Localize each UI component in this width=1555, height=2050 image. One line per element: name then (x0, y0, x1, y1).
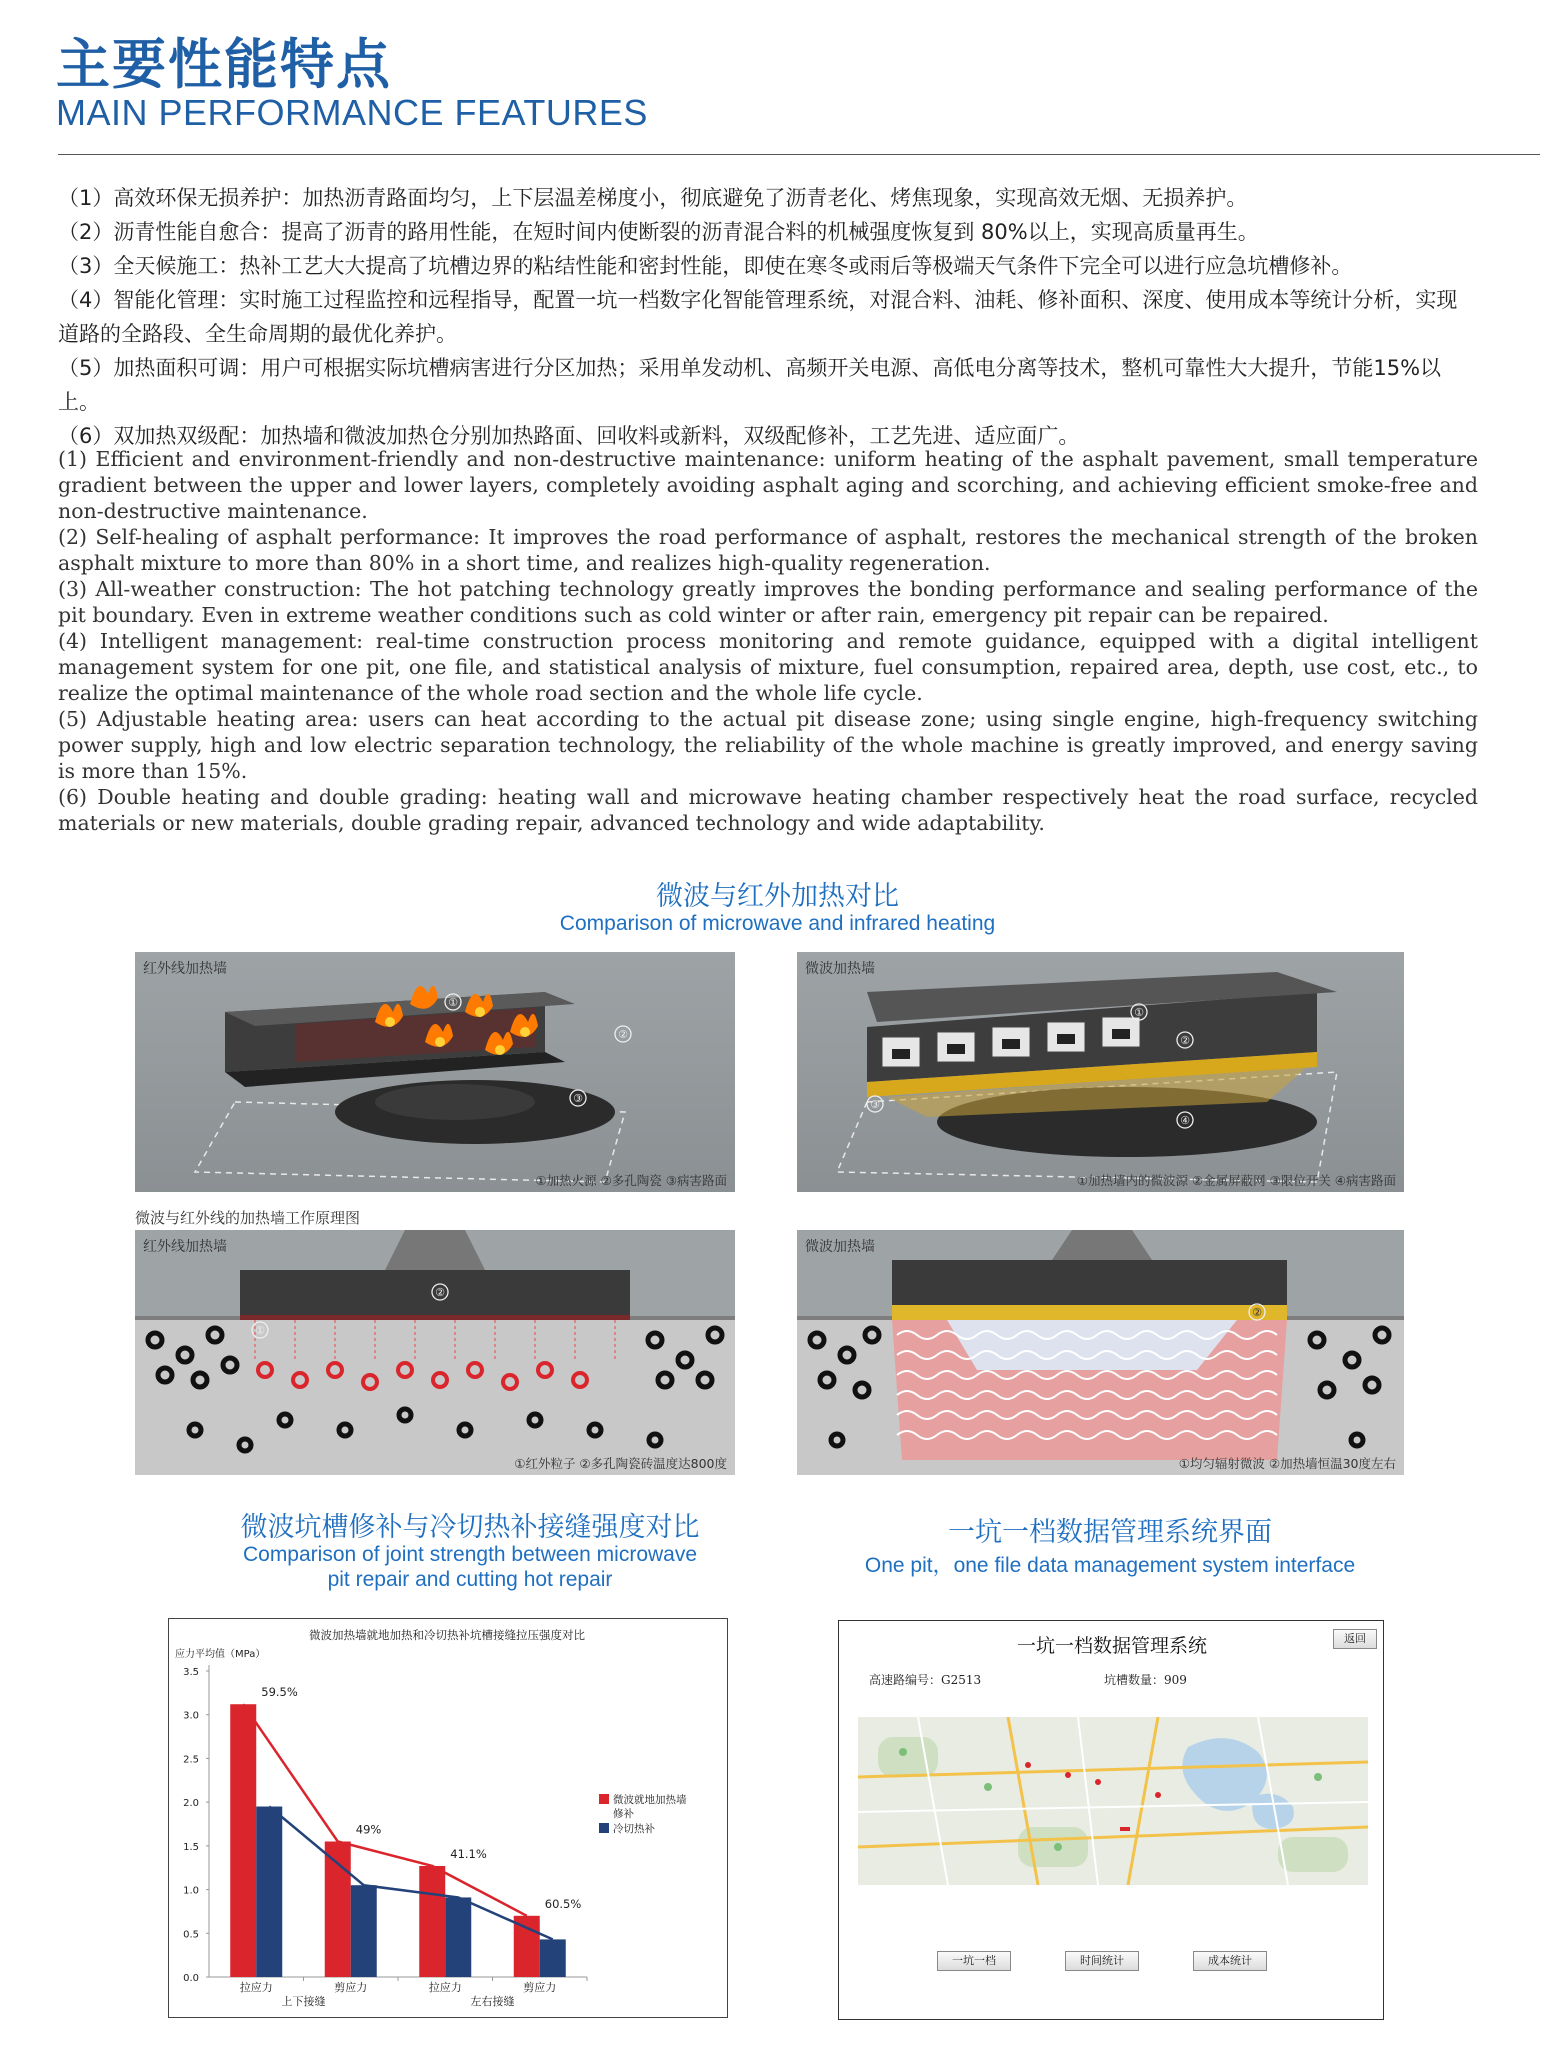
panel-label: 红外线加热墙 (143, 1239, 227, 1255)
feature-cn-6: （6）双加热双级配：加热墙和微波加热仓分别加热路面、回收料或新料，双级配修补，工艺先进、适应面广。 (58, 424, 1080, 448)
ir-heating-wall-3d-panel (135, 952, 735, 1192)
ir-cross-section-illustration (135, 1230, 735, 1475)
principle-label: 微波与红外线的加热墙工作原理图 (135, 1209, 361, 1227)
group-label: 上下接缝 (281, 1995, 326, 2008)
feature-cn-3: （3）全天候施工：热补工艺大大提高了坑槽边界的粘结性能和密封性能，即使在寒冬或雨后等极端天气条件下完全可以进行应急坑槽修补。 (58, 254, 1353, 278)
ir-wall-illustration (135, 952, 735, 1192)
comparison-title-cn: 微波与红外加热对比 (656, 881, 899, 912)
bar-cold-cut (351, 1885, 377, 1977)
marker-2: ② (1180, 1034, 1190, 1047)
strength-title-en-2: pit repair and cutting hot repair (327, 1568, 613, 1591)
y-tick-label: 0.5 (183, 1929, 199, 1941)
strength-title-cn: 微波坑槽修补与冷切热补接缝强度对比 (240, 1512, 700, 1543)
panel-caption: ①红外粒子 ②多孔陶瓷砖温度达800度 (514, 1456, 727, 1471)
y-tick-label: 3.0 (183, 1710, 199, 1722)
panel-label: 微波加热墙 (805, 961, 875, 977)
percent-annotation: 59.5% (261, 1685, 298, 1700)
bar-microwave (325, 1841, 351, 1977)
y-tick-label: 0.0 (183, 1973, 199, 1984)
ir-heating-cross-section-panel (135, 1230, 735, 1475)
chart-title: 微波加热墙就地加热和冷切热补坑槽接缝拉压强度对比 (309, 1628, 585, 1642)
system-window-title: 一坑一档数据管理系统 (1016, 1635, 1207, 1657)
x-tick-label: 剪应力 (523, 1981, 557, 1994)
bar-cold-cut (445, 1897, 471, 1977)
cost-statistics-button[interactable]: 成本统计 (1193, 1951, 1267, 1971)
title-divider (58, 154, 1540, 155)
feature-en-6: (6) Double heating and double grading: heating wall and microwave heating chamber respectively heat the road surface, recycled materials or new materials, double grading repair, advanced technology and wide adaptability. (58, 785, 1478, 835)
road-map[interactable] (858, 1717, 1368, 1885)
y-tick-label: 1.5 (183, 1841, 199, 1853)
legend-swatch-microwave (599, 1794, 609, 1804)
legend-label: 微波就地加热墙 (613, 1794, 687, 1806)
marker-3: ③ (870, 1098, 880, 1111)
system-window (838, 1620, 1384, 2020)
bar-cold-cut (540, 1939, 566, 1977)
page-title-en: MAIN PERFORMANCE FEATURES (56, 92, 648, 133)
y-tick-label: 2.5 (183, 1754, 199, 1766)
mw-heating-wall-3d-panel (797, 952, 1404, 1192)
percent-annotation: 41.1% (450, 1846, 487, 1861)
road-id-label: 高速路编号：G2513 (869, 1673, 982, 1687)
map-illustration (858, 1717, 1368, 1885)
panel-caption: ①均匀辐射微波 ②加热墙恒温30度左右 (1178, 1456, 1396, 1471)
feature-cn-2: （2）沥青性能自愈合：提高了沥青的路用性能，在短时间内使断裂的沥青混合料的机械强度恢复到 80%以上，实现高质量再生。 (58, 220, 1259, 244)
marker-3: ③ (573, 1092, 583, 1105)
mw-heating-cross-section-panel (797, 1230, 1404, 1475)
panel-caption: ①加热墙内的微波源 ②金属屏蔽网 ③限位开关 ④病害路面 (1076, 1173, 1396, 1188)
feature-cn-5: （5）加热面积可调：用户可根据实际坑槽病害进行分区加热；采用单发动机、高频开关电源、高低电分离等技术，整机可靠性大大提升，节能15%以上。 (58, 356, 1442, 414)
feature-en-5: (5) Adjustable heating area: users can heat according to the actual pit disease zone; using single engine, high-frequency switching power supply, high and low electric separation technology, the reliability of the whole machine is greatly improved, and energy saving is more than 15%. (58, 707, 1478, 783)
comparison-title-en: Comparison of microwave and infrared heating (559, 912, 996, 935)
percent-annotation: 60.5% (544, 1896, 582, 1911)
group-label: 左右接缝 (470, 1995, 515, 2008)
strength-title-en-1: Comparison of joint strength between microwave (242, 1543, 698, 1566)
one-pit-one-file-button[interactable]: 一坑一档 (937, 1951, 1011, 1971)
y-tick-label: 1.0 (183, 1885, 199, 1897)
features-en (58, 446, 1478, 836)
feature-en-1: (1) Efficient and environment-friendly and non-destructive maintenance: uniform heating of the asphalt pavement, small temperature gradient between the upper and lower layers, completely avoiding asphalt aging and scorching, and achieving efficient smoke-free and non-destructive maintenance. (58, 447, 1478, 523)
marker-4: ④ (1180, 1114, 1190, 1127)
percent-annotation: 49% (355, 1822, 382, 1837)
pit-count-label: 坑槽数量：909 (1104, 1673, 1187, 1687)
marker-1: ① (255, 1324, 265, 1337)
y-tick-label: 2.0 (183, 1798, 199, 1810)
strength-bar-chart (169, 1619, 726, 2016)
marker-1: ① (1134, 1006, 1144, 1019)
marker-1: ① (448, 996, 458, 1009)
panel-label: 微波加热墙 (805, 1239, 875, 1255)
x-tick-label: 拉应力 (239, 1981, 273, 1994)
series-line-microwave (243, 1704, 527, 1916)
legend-label: 修补 (613, 1808, 634, 1820)
panel-label: 红外线加热墙 (143, 961, 227, 977)
feature-cn-1: （1）高效环保无损养护：加热沥青路面均匀，上下层温差梯度小，彻底避免了沥青老化、烤焦现象，实现高效无烟、无损养护。 (58, 186, 1248, 210)
mw-wall-illustration (797, 952, 1404, 1192)
feature-cn-4: （4）智能化管理：实时施工过程监控和远程指导，配置一坑一档数字化智能管理系统，对混合料、油耗、修补面积、深度、使用成本等统计分析，实现道路的全路段、全生命周期的最优化养护。 (58, 288, 1458, 346)
bar-microwave (230, 1704, 256, 1977)
marker-2: ② (435, 1286, 445, 1299)
back-button[interactable]: 返回 (1333, 1629, 1377, 1649)
marker-2: ② (1252, 1306, 1262, 1319)
feature-en-4: (4) Intelligent management: real-time construction process monitoring and remote guidance, equipped with a digital intelligent management system for one pit, one file, and statistical analysis of mixture, fuel consumption, repaired area, depth, use cost, etc., to realize the optimal maintenance of the whole road section and the whole life cycle. (58, 629, 1478, 705)
y-axis-label: 应力平均值（MPa） (175, 1649, 266, 1660)
page-title-cn: 主要性能特点 (56, 33, 392, 96)
marker-2: ② (618, 1028, 628, 1041)
feature-en-2: (2) Self-healing of asphalt performance: It improves the road performance of asphalt, restores the mechanical strength of the broken asphalt mixture to more than 80% in a short time, and realizes high-quality regeneration. (58, 525, 1478, 575)
time-statistics-button[interactable]: 时间统计 (1065, 1951, 1139, 1971)
panel-caption: ①加热火源 ②多孔陶瓷 ③病害路面 (535, 1173, 727, 1188)
x-tick-label: 剪应力 (334, 1981, 368, 1994)
legend-swatch-cold-cut (599, 1823, 609, 1833)
y-tick-label: 3.5 (183, 1667, 199, 1678)
legend-label: 冷切热补 (613, 1823, 655, 1835)
feature-en-3: (3) All-weather construction: The hot patching technology greatly improves the bonding performance and sealing performance of the pit boundary. Even in extreme weather conditions such as cold winter or after rain, emergency pit repair can be repaired. (58, 577, 1478, 627)
bar-microwave (419, 1866, 445, 1977)
series-line-cold-cut (269, 1807, 553, 1940)
strength-chart-frame (168, 1618, 728, 2018)
mw-cross-section-illustration (797, 1230, 1404, 1475)
x-tick-label: 拉应力 (428, 1981, 462, 1994)
system-title-en: One pit，one file data management system interface (864, 1554, 1356, 1577)
system-title-cn: 一坑一档数据管理系统界面 (948, 1517, 1272, 1548)
bar-cold-cut (256, 1807, 282, 1977)
